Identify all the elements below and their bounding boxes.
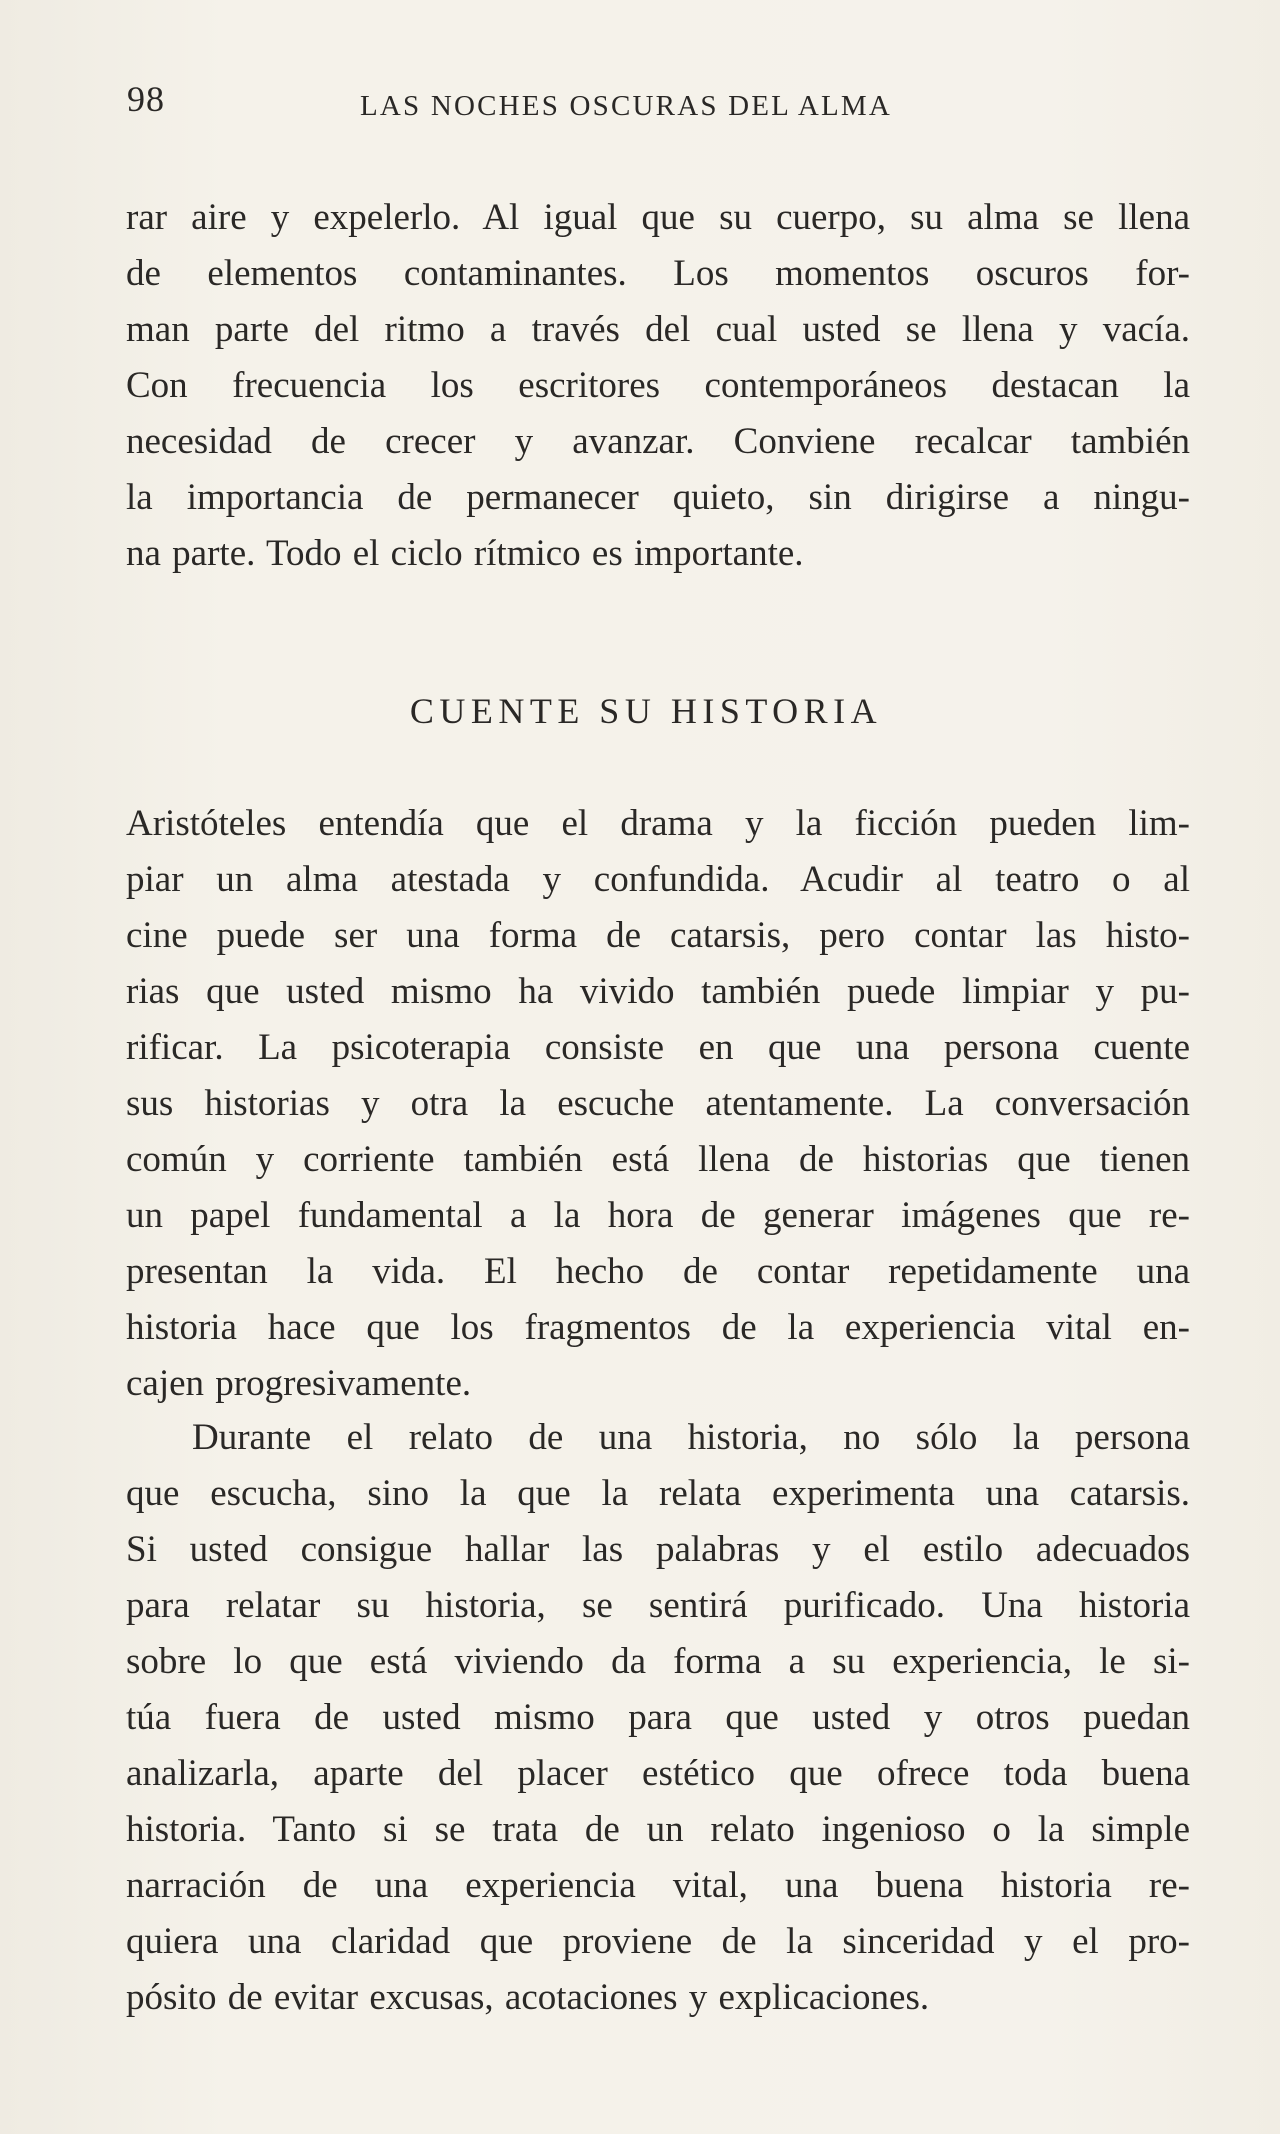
- text-line: Durante el relato de una historia, no sólo la persona: [192, 1417, 1190, 1458]
- running-title: LAS NOCHES OSCURAS DEL ALMA: [360, 90, 893, 122]
- paragraph-1: [126, 190, 1190, 582]
- text-line: común y corriente también está llena de historias que tienen: [126, 1139, 1190, 1180]
- text-line: sus historias y otra la escuche atentamente. La conversación: [126, 1083, 1190, 1124]
- paragraph-3: [126, 1410, 1190, 2026]
- text-line: túa fuera de usted mismo para que usted y otros puedan: [126, 1697, 1190, 1738]
- text-line: rias que usted mismo ha vivido también puede limpiar y pu-: [126, 971, 1190, 1012]
- text-line: sobre lo que está viviendo da forma a su experiencia, le si-: [126, 1641, 1190, 1682]
- text-line: analizarla, aparte del placer estético que ofrece toda buena: [126, 1753, 1190, 1794]
- text-line: historia hace que los fragmentos de la experiencia vital en-: [126, 1307, 1190, 1348]
- text-line: presentan la vida. El hecho de contar repetidamente una: [126, 1251, 1190, 1292]
- section-heading: CUENTE SU HISTORIA: [409, 691, 883, 731]
- text-line: historia. Tanto si se trata de un relato ingenioso o la simple: [126, 1809, 1190, 1850]
- text-line: cajen progresivamente.: [126, 1363, 472, 1404]
- text-line: quiera una claridad que proviene de la sinceridad y el pro-: [126, 1921, 1190, 1962]
- text-line: na parte. Todo el ciclo rítmico es importante.: [126, 533, 804, 574]
- text-line: de elementos contaminantes. Los momentos oscuros for-: [126, 253, 1190, 294]
- text-line: pósito de evitar excusas, acotaciones y explicaciones.: [126, 1977, 930, 2018]
- text-line: rificar. La psicoterapia consiste en que una persona cuente: [126, 1027, 1190, 1068]
- running-header: [127, 78, 1187, 128]
- text-line: necesidad de crecer y avanzar. Conviene recalcar también: [126, 421, 1190, 462]
- text-line: man parte del ritmo a través del cual usted se llena y vacía.: [126, 309, 1190, 350]
- text-line: que escucha, sino la que la relata experimenta una catarsis.: [126, 1473, 1190, 1514]
- page-number: 98: [127, 79, 165, 119]
- text-line: la importancia de permanecer quieto, sin dirigirse a ningu-: [126, 477, 1190, 518]
- text-line: rar aire y expelerlo. Al igual que su cuerpo, su alma se llena: [126, 197, 1190, 238]
- text-line: narración de una experiencia vital, una buena historia re-: [126, 1865, 1190, 1906]
- text-line: cine puede ser una forma de catarsis, pero contar las histo-: [126, 915, 1190, 956]
- text-line: Aristóteles entendía que el drama y la ficción pueden lim-: [126, 803, 1190, 844]
- text-line: piar un alma atestada y confundida. Acudir al teatro o al: [126, 859, 1190, 900]
- text-line: para relatar su historia, se sentirá purificado. Una historia: [126, 1585, 1190, 1626]
- text-line: Con frecuencia los escritores contemporáneos destacan la: [126, 365, 1190, 406]
- text-line: un papel fundamental a la hora de generar imágenes que re-: [126, 1195, 1190, 1236]
- text-line: Si usted consigue hallar las palabras y el estilo adecuados: [126, 1529, 1190, 1570]
- paragraph-2: [126, 796, 1190, 1412]
